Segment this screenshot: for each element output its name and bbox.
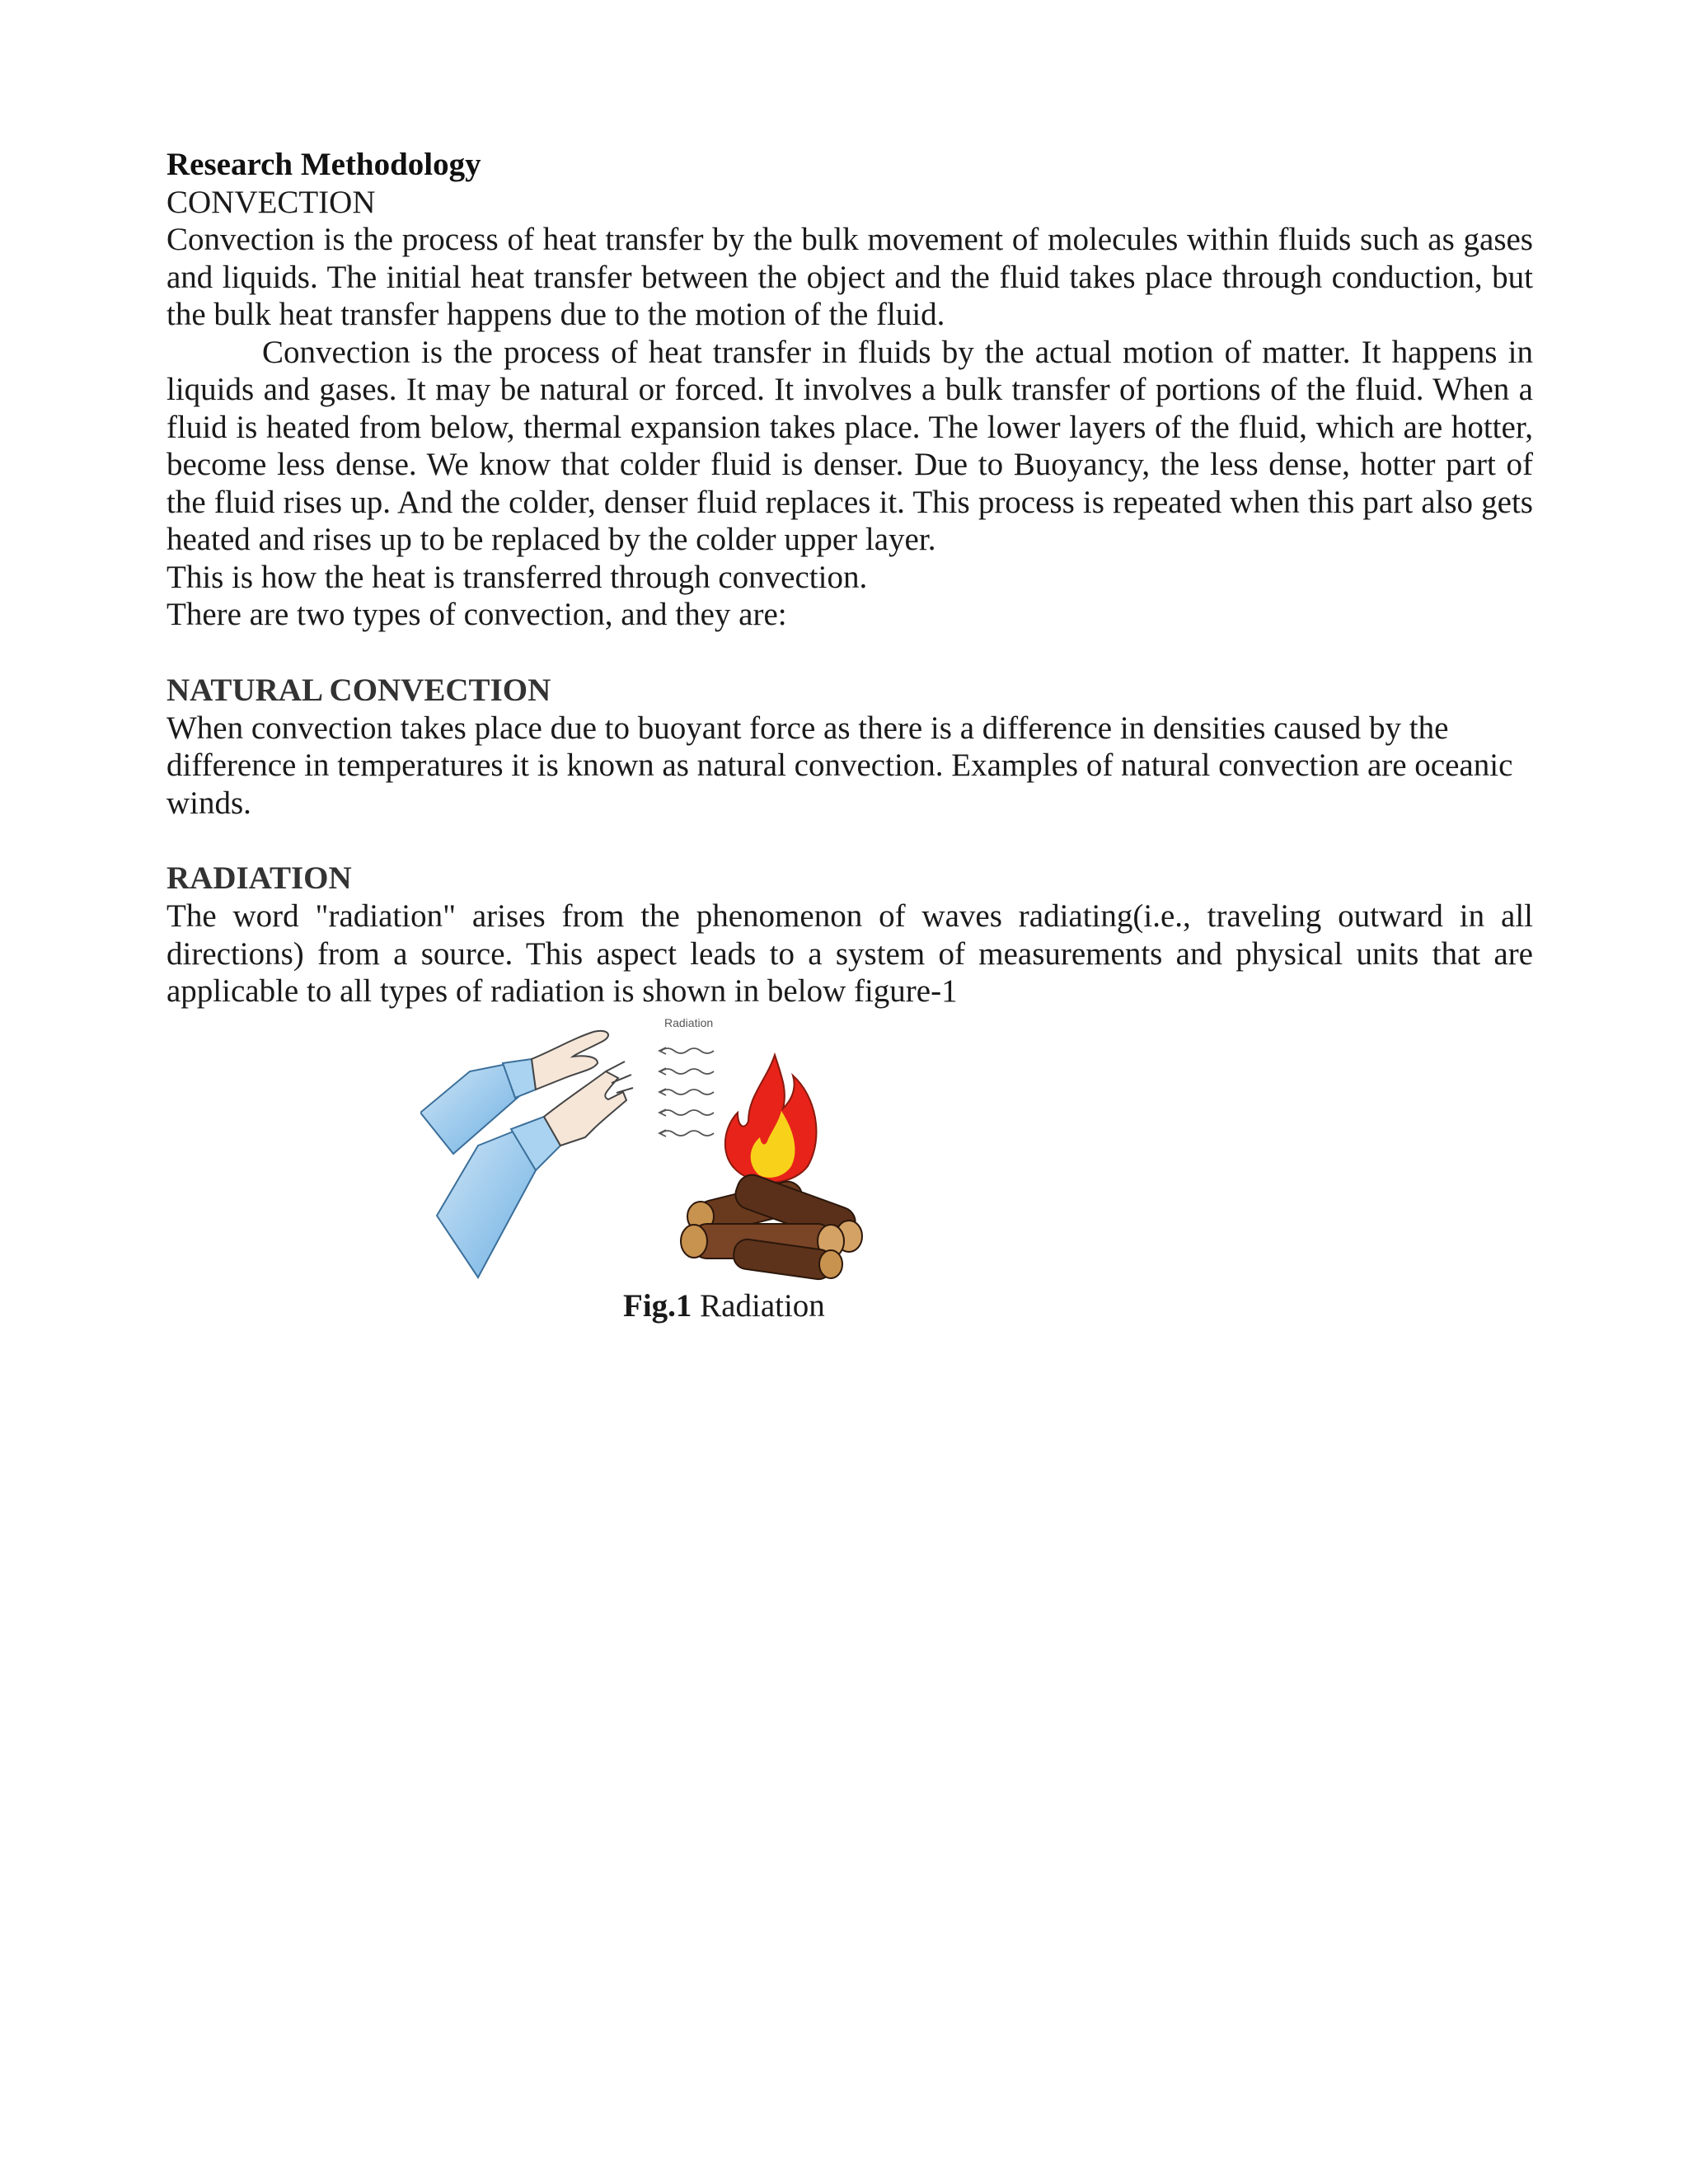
figure-caption	[623, 1287, 825, 1325]
convection-paragraph-1: Convection is the process of heat transfer by the bulk movement of molecules within fluids such as gases and liquids. The initial heat transfer between the object and the fluid takes place through conduction, but the bulk heat transfer happens due to the motion of the fluid.	[166, 222, 1533, 332]
radiation-paragraph: The word "radiation" arises from the phenomenon of waves radiating(i.e., traveling outward in all directions) from a source. This aspect leads to a system of measurements and physical units that are applicable to all types of radiation is shown in below figure-1	[166, 898, 1533, 1009]
figure-caption-text: Radiation	[700, 1288, 825, 1324]
spacer	[166, 822, 1533, 860]
figure-caption-number: Fig.1	[623, 1288, 692, 1324]
campfire	[681, 1055, 862, 1281]
natural-convection-heading: NATURAL CONVECTION	[166, 672, 551, 708]
natural-convection-paragraph: When convection takes place due to buoyant force as there is a difference in densities caused by the difference in temperatures it is known as natural convection. Examples of natural convection are oceanic winds.	[166, 710, 1513, 821]
document-body	[166, 145, 1533, 1010]
convection-paragraph-2: Convection is the process of heat transfer in fluids by the actual motion of matter. It happens in liquids and gases. It may be natural or forced. It involves a bulk transfer of portions of the fluid. When a fluid is heated from below, thermal expansion takes place. The lower layers of the fluid, which are hotter, become less dense. We know that colder fluid is denser. Due to Buoyancy, the less dense, hotter part of the fluid rises up. And the colder, denser fluid replaces it. This process is repeated when this part also gets heated and rises up to be replaced by the colder upper layer.	[166, 334, 1533, 557]
spacer	[166, 634, 1533, 672]
page-title: Research Methodology	[166, 147, 481, 182]
convection-line-1: This is how the heat is transferred through convection.	[166, 559, 868, 595]
radiation-waves	[659, 1047, 714, 1137]
convection-line-2: There are two types of convection, and they are:	[166, 597, 787, 632]
radiation-figure	[420, 1014, 865, 1286]
radiation-heading: RADIATION	[166, 860, 352, 896]
convection-label: CONVECTION	[166, 185, 376, 220]
figure-image-label: Radiation	[664, 1016, 714, 1029]
logs	[681, 1171, 862, 1282]
